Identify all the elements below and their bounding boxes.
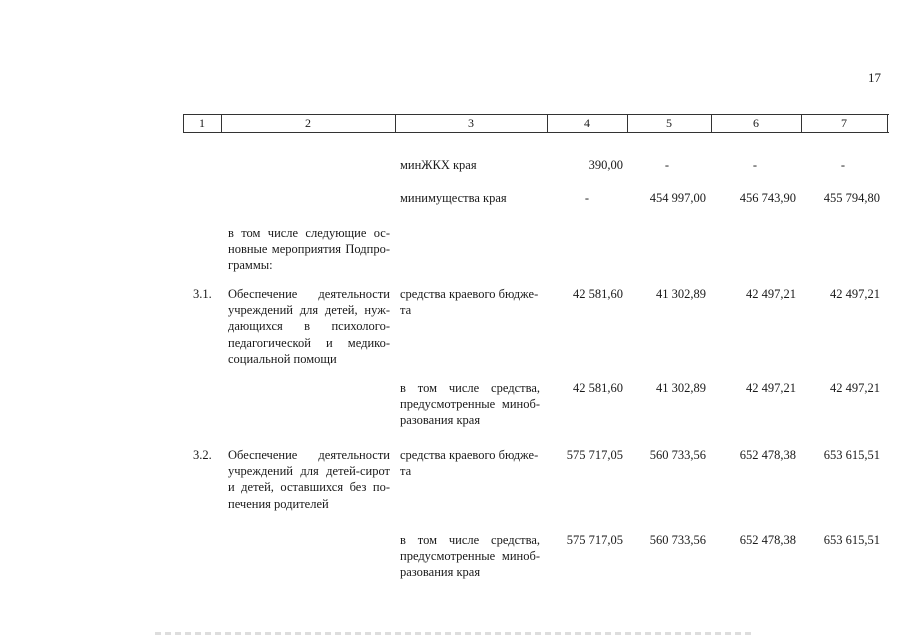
funding-source: в том числе средства, предусмотренные миноб- разования края (400, 381, 540, 428)
page-number: 17 (868, 70, 881, 85)
value-col-4: 42 581,60 (573, 287, 623, 301)
funding-source: в том числе средства, предусмотренные миноб- разования края (400, 533, 540, 580)
value-col-5: 560 733,56 (649, 533, 706, 547)
value-col-5: 560 733,56 (649, 448, 706, 462)
value-col-4: 575 717,05 (566, 448, 623, 462)
value-col-6: 456 743,90 (739, 191, 796, 205)
activity-name: Обеспечение деятельности учреждений для детей, нуж- дающихся в психолого- педагогической и медико- социальной помощи (228, 287, 390, 366)
header-col-2: 2 (305, 116, 311, 130)
header-col-1: 1 (199, 116, 205, 130)
value-col-6: 42 497,21 (746, 381, 796, 395)
funding-source: минимущества края (400, 191, 507, 205)
value-col-5: 41 302,89 (656, 381, 706, 395)
including-note: в том числе следующие ос- новные мероприятия Подпро- граммы: (228, 226, 390, 273)
value-col-4: 390,00 (588, 158, 623, 172)
value-col-4: 575 717,05 (566, 533, 623, 547)
funding-source: минЖКХ края (400, 158, 477, 172)
header-col-3: 3 (468, 116, 474, 130)
row-number: 3.1. (193, 287, 212, 301)
value-col-7: 455 794,80 (823, 191, 880, 205)
value-col-4: 42 581,60 (573, 381, 623, 395)
header-col-7: 7 (841, 116, 847, 130)
row-number: 3.2. (193, 448, 212, 462)
value-col-6: - (752, 158, 758, 172)
header-col-4: 4 (584, 116, 590, 130)
value-col-7: - (840, 158, 846, 172)
value-col-5: - (664, 158, 670, 172)
value-col-7: 653 615,51 (823, 448, 880, 462)
value-col-7: 653 615,51 (823, 533, 880, 547)
header-col-6: 6 (753, 116, 759, 130)
table-header (183, 114, 889, 133)
scan-artifact (155, 632, 755, 635)
value-col-4: - (584, 191, 590, 205)
header-col-5: 5 (666, 116, 672, 130)
value-col-5: 454 997,00 (649, 191, 706, 205)
value-col-7: 42 497,21 (830, 381, 880, 395)
value-col-6: 652 478,38 (739, 533, 796, 547)
funding-source: средства краевого бюдже- та (400, 448, 539, 479)
value-col-6: 652 478,38 (739, 448, 796, 462)
value-col-5: 41 302,89 (656, 287, 706, 301)
funding-source: средства краевого бюдже- та (400, 287, 539, 318)
value-col-6: 42 497,21 (746, 287, 796, 301)
activity-name: Обеспечение деятельности учреждений для детей-сирот и детей, оставшихся без по- печения родителей (228, 448, 390, 511)
value-col-7: 42 497,21 (830, 287, 880, 301)
